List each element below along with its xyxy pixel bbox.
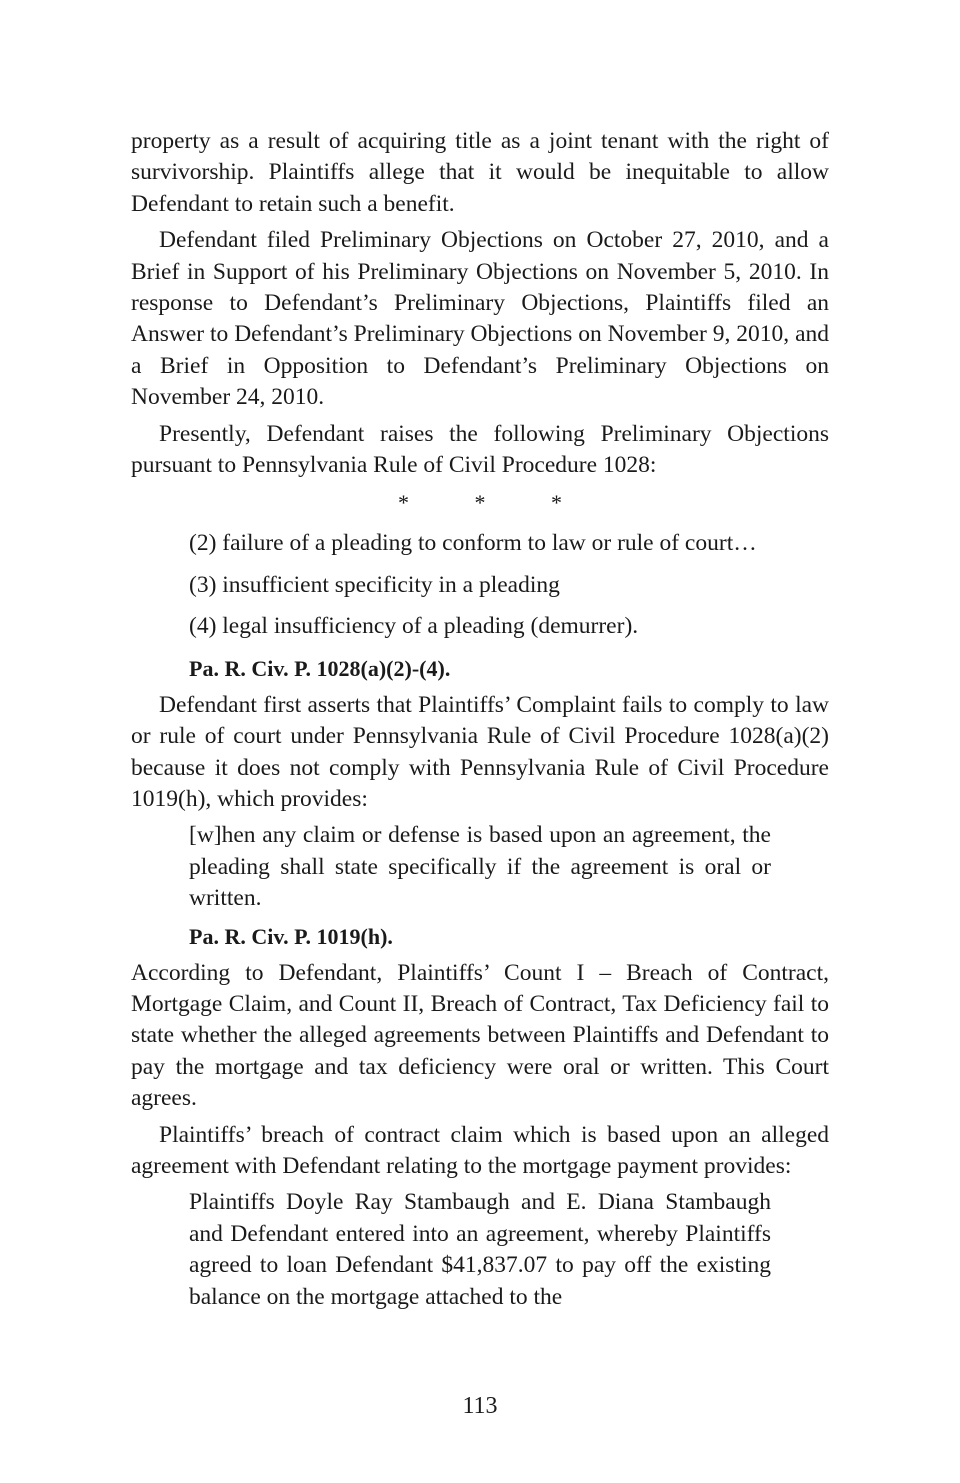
- paragraph-procedural-history: Defendant filed Preliminary Objections on October 27, 2010, and a Brief in Support of his Preliminary Objections on November 5, 2010. In response to Defendant’s Preliminary Objections, Plaintiffs filed an Answer to Defendant’s Preliminary Objections on November 9, 2010, and a Brief in Opposition to Defendant’s Preliminary Objections on November 24, 2010.: [131, 227, 829, 411]
- rule-item: (4) legal insufficiency of a pleading (demurrer).: [189, 613, 639, 640]
- page-number: 113: [462, 1393, 498, 1419]
- paragraph-court-agrees: According to Defendant, Plaintiffs’ Count I – Breach of Contract, Mortgage Claim, and Count II, Breach of Contract, Tax Deficiency fail to state whether the alleged agreements between Plaintiffs and Defendant to pay the mortgage and tax deficiency were oral or written. This Court agrees.: [131, 959, 829, 1112]
- block-quote-rule-1019: [w]hen any claim or defense is based upon an agreement, the pleading shall state specifically if the agreement is oral or written.: [189, 822, 771, 912]
- page-body: [131, 126, 829, 1319]
- rule-item: (2) failure of a pleading to conform to law or rule of court…: [189, 530, 757, 557]
- citation-rule-1019: Pa. R. Civ. P. 1019(h).: [189, 923, 393, 949]
- paragraph-breach-claim: Plaintiffs’ breach of contract claim which is based upon an alleged agreement with Defendant relating to the mortgage payment provides:: [131, 1121, 829, 1179]
- rule-item: (3) insufficient specificity in a pleading: [189, 571, 560, 598]
- citation-rule-1028: Pa. R. Civ. P. 1028(a)(2)-(4).: [189, 655, 451, 681]
- ellipsis-stars: * * *: [398, 490, 592, 516]
- paragraph-continuation: property as a result of acquiring title as a joint tenant with the right of survivorship. Plaintiffs allege that it would be inequitable to allow Defendant to retain such a benefit.: [131, 128, 829, 217]
- block-quote-complaint: Plaintiffs Doyle Ray Stambaugh and E. Diana Stambaugh and Defendant entered into an agreement, whereby Plaintiffs agreed to loan Defendant $41,837.07 to pay off the existing balance on the mortgage attached to the: [189, 1189, 771, 1310]
- paragraph-first-objection: Defendant first asserts that Plaintiffs’ Complaint fails to comply to law or rule of court under Pennsylvania Rule of Civil Procedure 1028(a)(2) because it does not comply with Pennsylvania Rule of Civil Procedure 1019(h), which provides:: [131, 691, 829, 812]
- paragraph-objections-intro: Presently, Defendant raises the following Preliminary Objections pursuant to Pennsylvania Rule of Civil Procedure 1028:: [131, 420, 829, 479]
